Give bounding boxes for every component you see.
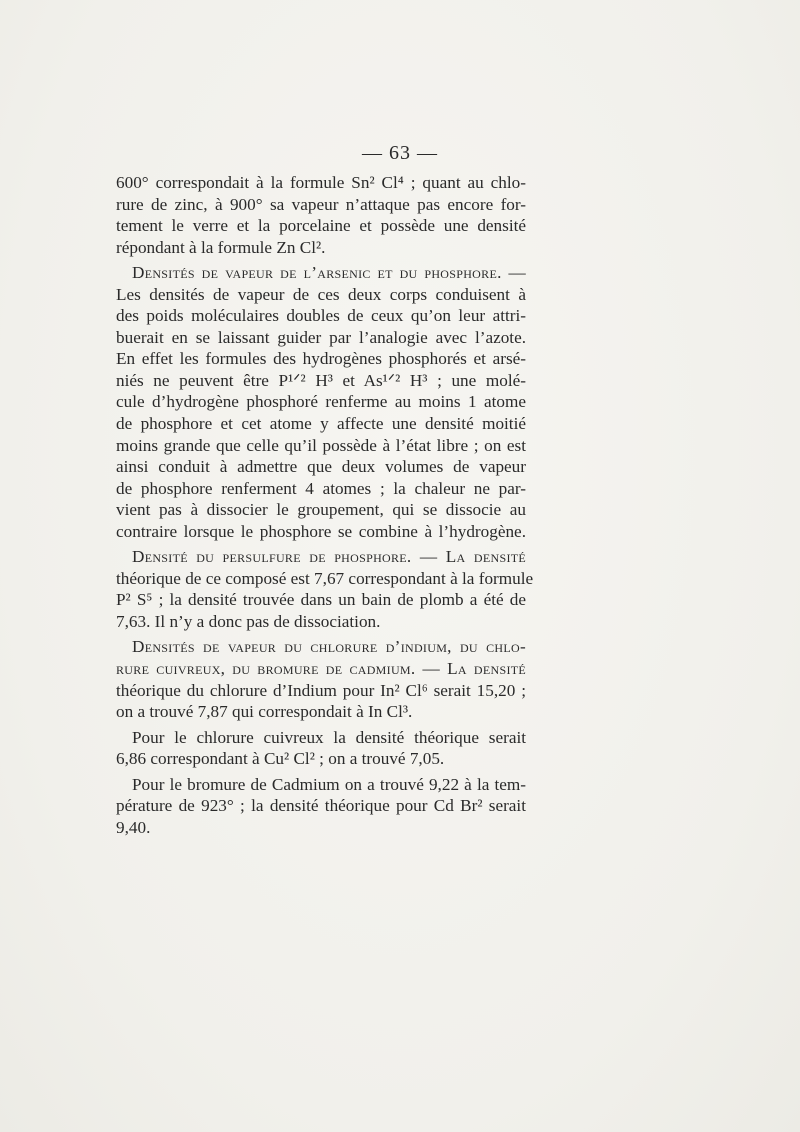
text-line: de phosphore renferment 4 atomes ; la chaleur ne par- <box>116 478 526 498</box>
text-line: niés ne peuvent être P¹ᐟ² H³ et As¹ᐟ² H³ ; une molé- <box>116 370 526 390</box>
text-line: P² S⁵ ; la densité trouvée dans un bain de plomb a été de <box>116 590 526 610</box>
text-line: Densités de vapeur de l’arsenic et du phosphore. — <box>132 263 526 283</box>
text-line: tement le verre et la porcelaine et possède une densité <box>116 216 526 236</box>
text-line: Pour le bromure de Cadmium on a trouvé 9,22 à la tem- <box>132 774 526 794</box>
page-number: — 63 — <box>362 142 438 164</box>
text-line: vient pas à dissocier le groupement, qui se dissocie au <box>116 500 526 520</box>
text-line: pérature de 923° ; la densité théorique pour Cd Br² serait <box>116 796 526 816</box>
body-text <box>116 172 534 838</box>
text-line: buerait en se laissant guider par l’analogie avec l’azote. <box>116 327 526 347</box>
text-line: Les densités de vapeur de ces deux corps conduisent à <box>116 284 526 304</box>
text-line: Densités de vapeur du chlorure d’indium, du chlo- <box>132 637 526 657</box>
text-line: rure cuivreux, du bromure de cadmium. — La densité <box>116 659 526 679</box>
text-line: 7,63. Il n’y a donc pas de dissociation. <box>116 611 381 631</box>
text-line: de phosphore et cet atome y affecte une densité moitié <box>116 414 526 434</box>
text-line: on a trouvé 7,87 qui correspondait à In Cl³. <box>116 702 413 722</box>
text-line: des poids moléculaires doubles de ceux qu’on leur attri- <box>116 306 526 326</box>
text-line: théorique du chlorure d’Indium pour In² Cl⁶ serait 15,20 ; <box>116 680 526 700</box>
text-line: Pour le chlorure cuivreux la densité théorique serait <box>132 727 526 747</box>
text-line: 9,40. <box>116 817 151 837</box>
text-line: théorique de ce composé est 7,67 correspondant à la formule <box>116 568 534 588</box>
text-line: cule d’hydrogène phosphoré renferme au moins 1 atome <box>116 392 526 412</box>
text-line: moins grande que celle qu’il possède à l’état libre ; on est <box>116 435 526 455</box>
text-line: 6,86 correspondant à Cu² Cl² ; on a trouvé 7,05. <box>116 749 445 769</box>
text-line: 600° correspondait à la formule Sn² Cl⁴ ; quant au chlo- <box>116 173 526 192</box>
text-line: répondant à la formule Zn Cl². <box>116 237 326 257</box>
text-line: rure de zinc, à 900° sa vapeur n’attaque pas encore for- <box>116 194 526 214</box>
text-line: contraire lorsque le phosphore se combine à l’hydrogène. <box>116 521 526 541</box>
text-line: Densité du persulfure de phosphore. — La densité <box>132 547 526 567</box>
text-line: ainsi conduit à admettre que deux volumes de vapeur <box>116 457 526 477</box>
text-line: En effet les formules des hydrogènes phosphorés et arsé- <box>116 349 526 369</box>
